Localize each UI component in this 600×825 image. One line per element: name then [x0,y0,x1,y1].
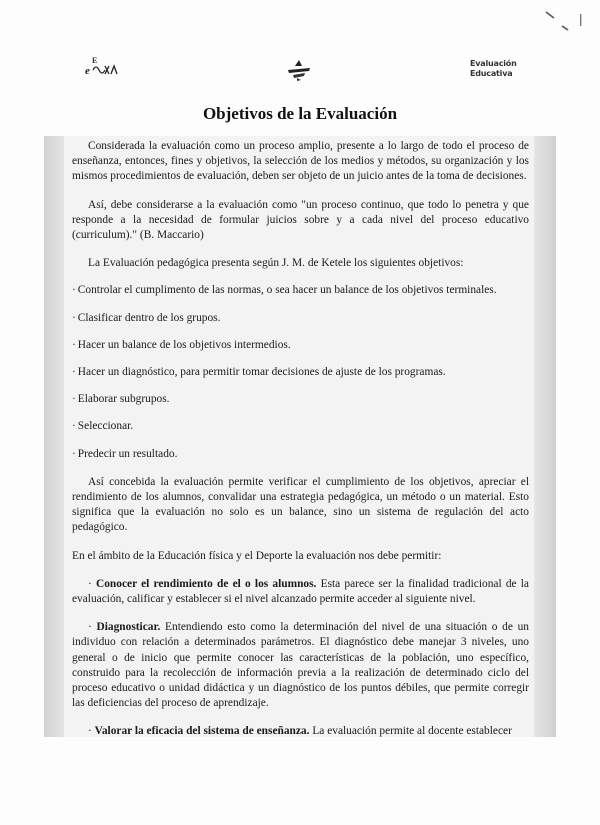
section-logo-line-1: Evaluación [470,59,517,68]
objective-text: Seleccionar. [77,420,134,433]
objective-item [72,283,529,298]
paragraph-definition: Así, debe considerarse a la evaluación como "un proceso continuo, que todo lo penetra y que responde a la necesidad de formular juicios sobre y a cada nivel del proceso educativo (curriculum)." (B. Maccario) [72,198,529,242]
permit-item [72,724,529,739]
bullet-marker: · [72,338,76,351]
permit-text: Esta parece ser la finalidad tradicional de la evaluación, calificar y establecer si el nivel alcanzado permite acceder al siguiente nivel. [72,577,529,606]
paragraph-physical-education: En el ámbito de la Educación física y el Deporte la evaluación nos debe permitir: [72,549,442,562]
objective-text: Elaborar subgrupos. [77,393,170,406]
section-logo-text [470,59,534,79]
emblem-logo-icon [285,58,313,82]
objective-item [72,392,529,407]
paragraph-conclusion: Así concebida la evaluación permite verificar el cumplimiento de los objetivos, apreciar el rendimiento de los alumnos, convalidar una estrategia pedagógica, un método o un material. Esto significa que la evaluación no solo es un balance, sino un sistema de regulación del acto pedagógico. [72,475,529,534]
bullet-marker: · [88,577,92,590]
scan-shade-left [44,136,64,737]
svg-text:e: e [85,65,90,77]
permit-heading: Conocer el rendimiento de el o los alumnos. [96,577,317,590]
permit-heading: Diagnosticar. [96,621,161,634]
bullet-marker: · [72,393,76,406]
permit-item [72,620,529,711]
bullet-marker: · [72,311,76,324]
objective-item [72,311,529,326]
scan-corner-mark-icon [544,10,584,36]
objective-text: Hacer un balance de los objetivos intermedios. [77,338,291,351]
bullet-marker: · [88,725,92,738]
objective-text: Hacer un diagnóstico, para permitir tomar decisiones de ajuste de los programas. [77,366,446,379]
permit-text: Entendiendo esto como la determinación del nivel de una situación o de un individuo con relación a determinados parámetros. El diagnóstico debe manejar 3 niveles, uno general o de inicio que permite conocer las características de la población, uno específico, construido para la recolección de información previa a la realización de determinado ciclo del proceso educativo o unidad didáctica y un diagnóstico de los puntos débiles, que permite corregir las deficiencias del proceso de aprendizaje. [72,621,529,710]
permit-item [72,577,529,607]
bullet-marker: · [88,621,92,634]
objective-item [72,365,529,380]
objective-text: Clasificar dentro de los grupos. [77,311,221,324]
bullet-marker: · [72,284,76,297]
paragraph-objectives-intro: La Evaluación pedagógica presenta según J. M. de Ketele los siguientes objetivos: [88,257,464,270]
document-title: Objetivos de la Evaluación [202,104,398,123]
permit-heading: Valorar la eficacia del sistema de enseñanza. [94,725,310,738]
bullet-marker: · [72,447,76,460]
objective-item [72,419,529,434]
objective-text: Predecir un resultado. [77,447,178,460]
paragraph-intro: Considerada la evaluación como un proceso amplio, presente a lo largo de todo el proceso de enseñanza, entonces, fines y objetivos, la selección de los medios y métodos, su organización y los mismos procedimientos de evaluación, deben ser objeto de un juicio antes de la toma de decisiones. [72,140,529,183]
publisher-logo-icon [82,54,120,80]
section-logo-line-2: Educativa [470,69,513,78]
objective-item [72,447,529,462]
permit-text: La evaluación permite al docente establecer [309,725,512,738]
objective-text: Controlar el cumplimento de las normas, o sea hacer un balance de los objetivos terminales. [77,284,497,297]
bullet-marker: · [72,366,76,379]
scan-shade-right [534,136,556,737]
bullet-marker: · [72,420,76,433]
svg-text:E: E [92,56,98,65]
document-body [72,139,529,740]
objective-item [72,338,529,353]
